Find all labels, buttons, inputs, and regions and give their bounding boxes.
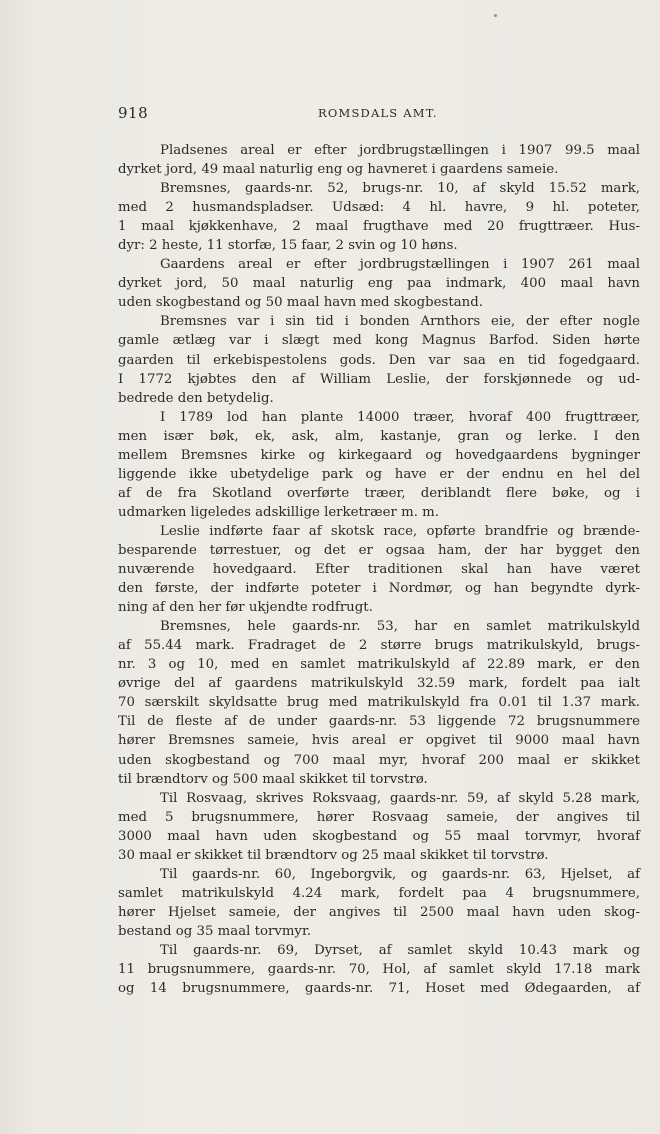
paper-speck xyxy=(494,14,497,17)
text-line: bestand og 35 maal torvmyr. xyxy=(118,923,312,939)
running-title: ROMSDALS AMT. xyxy=(318,106,438,120)
text-line: Til Rosvaag, skrives Roksvaag, gaards-nr. 59, af skyld 5.28 mark, xyxy=(160,790,640,806)
text-line: 70 særskilt skyldsatte brug med matrikulskyld fra 0.01 til 1.37 mark. xyxy=(118,695,640,711)
text-line: 30 maal er skikket til brændtorv og 25 maal skikket til torvstrø. xyxy=(118,847,549,863)
text-line: 11 brugsnummere, gaards-nr. 70, Hol, af samlet skyld 17.18 mark xyxy=(118,962,640,978)
text-line: Pladsenes areal er efter jordbrugstællingen i 1907 99.5 maal xyxy=(160,143,640,158)
text-line: Til de fleste af de under gaards-nr. 53 liggende 72 brugsnummere xyxy=(118,714,640,730)
text-line: 1 maal kjøkkenhave, 2 maal frugthave med 20 frugttræer. Hus- xyxy=(118,219,640,235)
text-line: hører Bremsnes sameie, hvis areal er opgivet til 9000 maal havn xyxy=(118,733,640,749)
text-line: men især bøk, ek, ask, alm, kastanje, gran og lerke. I den xyxy=(118,428,640,444)
text-line: besparende tørrestuer, og det er ogsaa ham, der har bygget den xyxy=(118,542,640,558)
page-number: 918 xyxy=(118,104,149,122)
text-line: til brændtorv og 500 maal skikket til torvstrø. xyxy=(118,771,428,787)
text-line: liggende ikke ubetydelige park og have er der endnu en hel del xyxy=(118,466,640,482)
text-line: gaarden til erkebispestolens gods. Den var saa en tid fogedgaard. xyxy=(118,352,640,368)
text-line: gamle ætlæg var i slægt med kong Magnus Barfod. Siden hørte xyxy=(118,333,640,349)
text-line: dyr: 2 heste, 11 storfæ, 15 faar, 2 svin og 10 høns. xyxy=(118,238,458,254)
text-line: nuværende hovedgaard. Efter traditionen skal han have været xyxy=(118,562,640,578)
text-line: Bremsnes, hele gaards-nr. 53, har en samlet matrikulskyld xyxy=(160,619,640,635)
text-line: af de fra Skotland overførte træer, deriblandt flere bøke, og i xyxy=(118,485,640,501)
text-line: den første, der indførte poteter i Nordmør, og han begyndte dyrk- xyxy=(118,581,640,597)
text-line: 3000 maal havn uden skogbestand og 55 maal torvmyr, hvoraf xyxy=(118,828,640,844)
text-line: Bremsnes, gaards-nr. 52, brugs-nr. 10, af skyld 15.52 mark, xyxy=(160,181,640,197)
text-line: uden skogbestand og 50 maal havn med skogbestand. xyxy=(118,295,483,311)
text-line: dyrket jord, 49 maal naturlig eng og havneret i gaardens sameie. xyxy=(118,162,559,178)
text-line: og 14 brugsnummere, gaards-nr. 71, Hoset med Ødegaarden, af xyxy=(118,981,640,997)
text-line: Leslie indførte faar af skotsk race, opførte brandfrie og brænde- xyxy=(160,523,640,539)
text-line: øvrige del af gaardens matrikulskyld 32.59 mark, fordelt paa ialt xyxy=(118,676,640,692)
text-line: nr. 3 og 10, med en samlet matrikulskyld af 22.89 mark, er den xyxy=(118,657,640,673)
text-line: Gaardens areal er efter jordbrugstællingen i 1907 261 maal xyxy=(160,257,640,273)
text-line: Til gaards-nr. 60, Ingeborgvik, og gaards-nr. 63, Hjelset, af xyxy=(160,866,640,882)
text-line: samlet matrikulskyld 4.24 mark, fordelt paa 4 brugsnummere, xyxy=(118,885,640,901)
text-line: hører Hjelset sameie, der angives til 2500 maal havn uden skog- xyxy=(118,904,640,920)
text-line: mellem Bremsnes kirke og kirkegaard og hovedgaardens bygninger xyxy=(118,447,640,463)
text-line: ning af den her før ukjendte rodfrugt. xyxy=(118,600,373,616)
text-line: Til gaards-nr. 69, Dyrset, af samlet skyld 10.43 mark og xyxy=(160,942,640,958)
text-line: dyrket jord, 50 maal naturlig eng paa indmark, 400 maal havn xyxy=(118,276,640,292)
text-line: I 1789 lod han plante 14000 træer, hvoraf 400 frugttræer, xyxy=(160,409,640,425)
text-line: uden skogbestand og 700 maal myr, hvoraf 200 maal er skikket xyxy=(118,752,640,768)
text-line: Bremsnes var i sin tid i bonden Arnthors eie, der efter nogle xyxy=(160,314,640,330)
text-line: bedrede den betydelig. xyxy=(118,390,274,406)
text-line: med 2 husmandspladser. Udsæd: 4 hl. havre, 9 hl. poteter, xyxy=(118,200,640,216)
text-line: I 1772 kjøbtes den af William Leslie, der forskjønnede og ud- xyxy=(118,371,640,387)
page-header xyxy=(118,104,618,124)
body-text xyxy=(118,141,640,998)
text-line: udmarken ligeledes adskillige lerketræer m. m. xyxy=(118,504,440,520)
text-line: med 5 brugsnummere, hører Rosvaag sameie, der angives til xyxy=(118,809,640,825)
text-line: af 55.44 mark. Fradraget de 2 større brugs matrikulskyld, brugs- xyxy=(118,638,640,654)
